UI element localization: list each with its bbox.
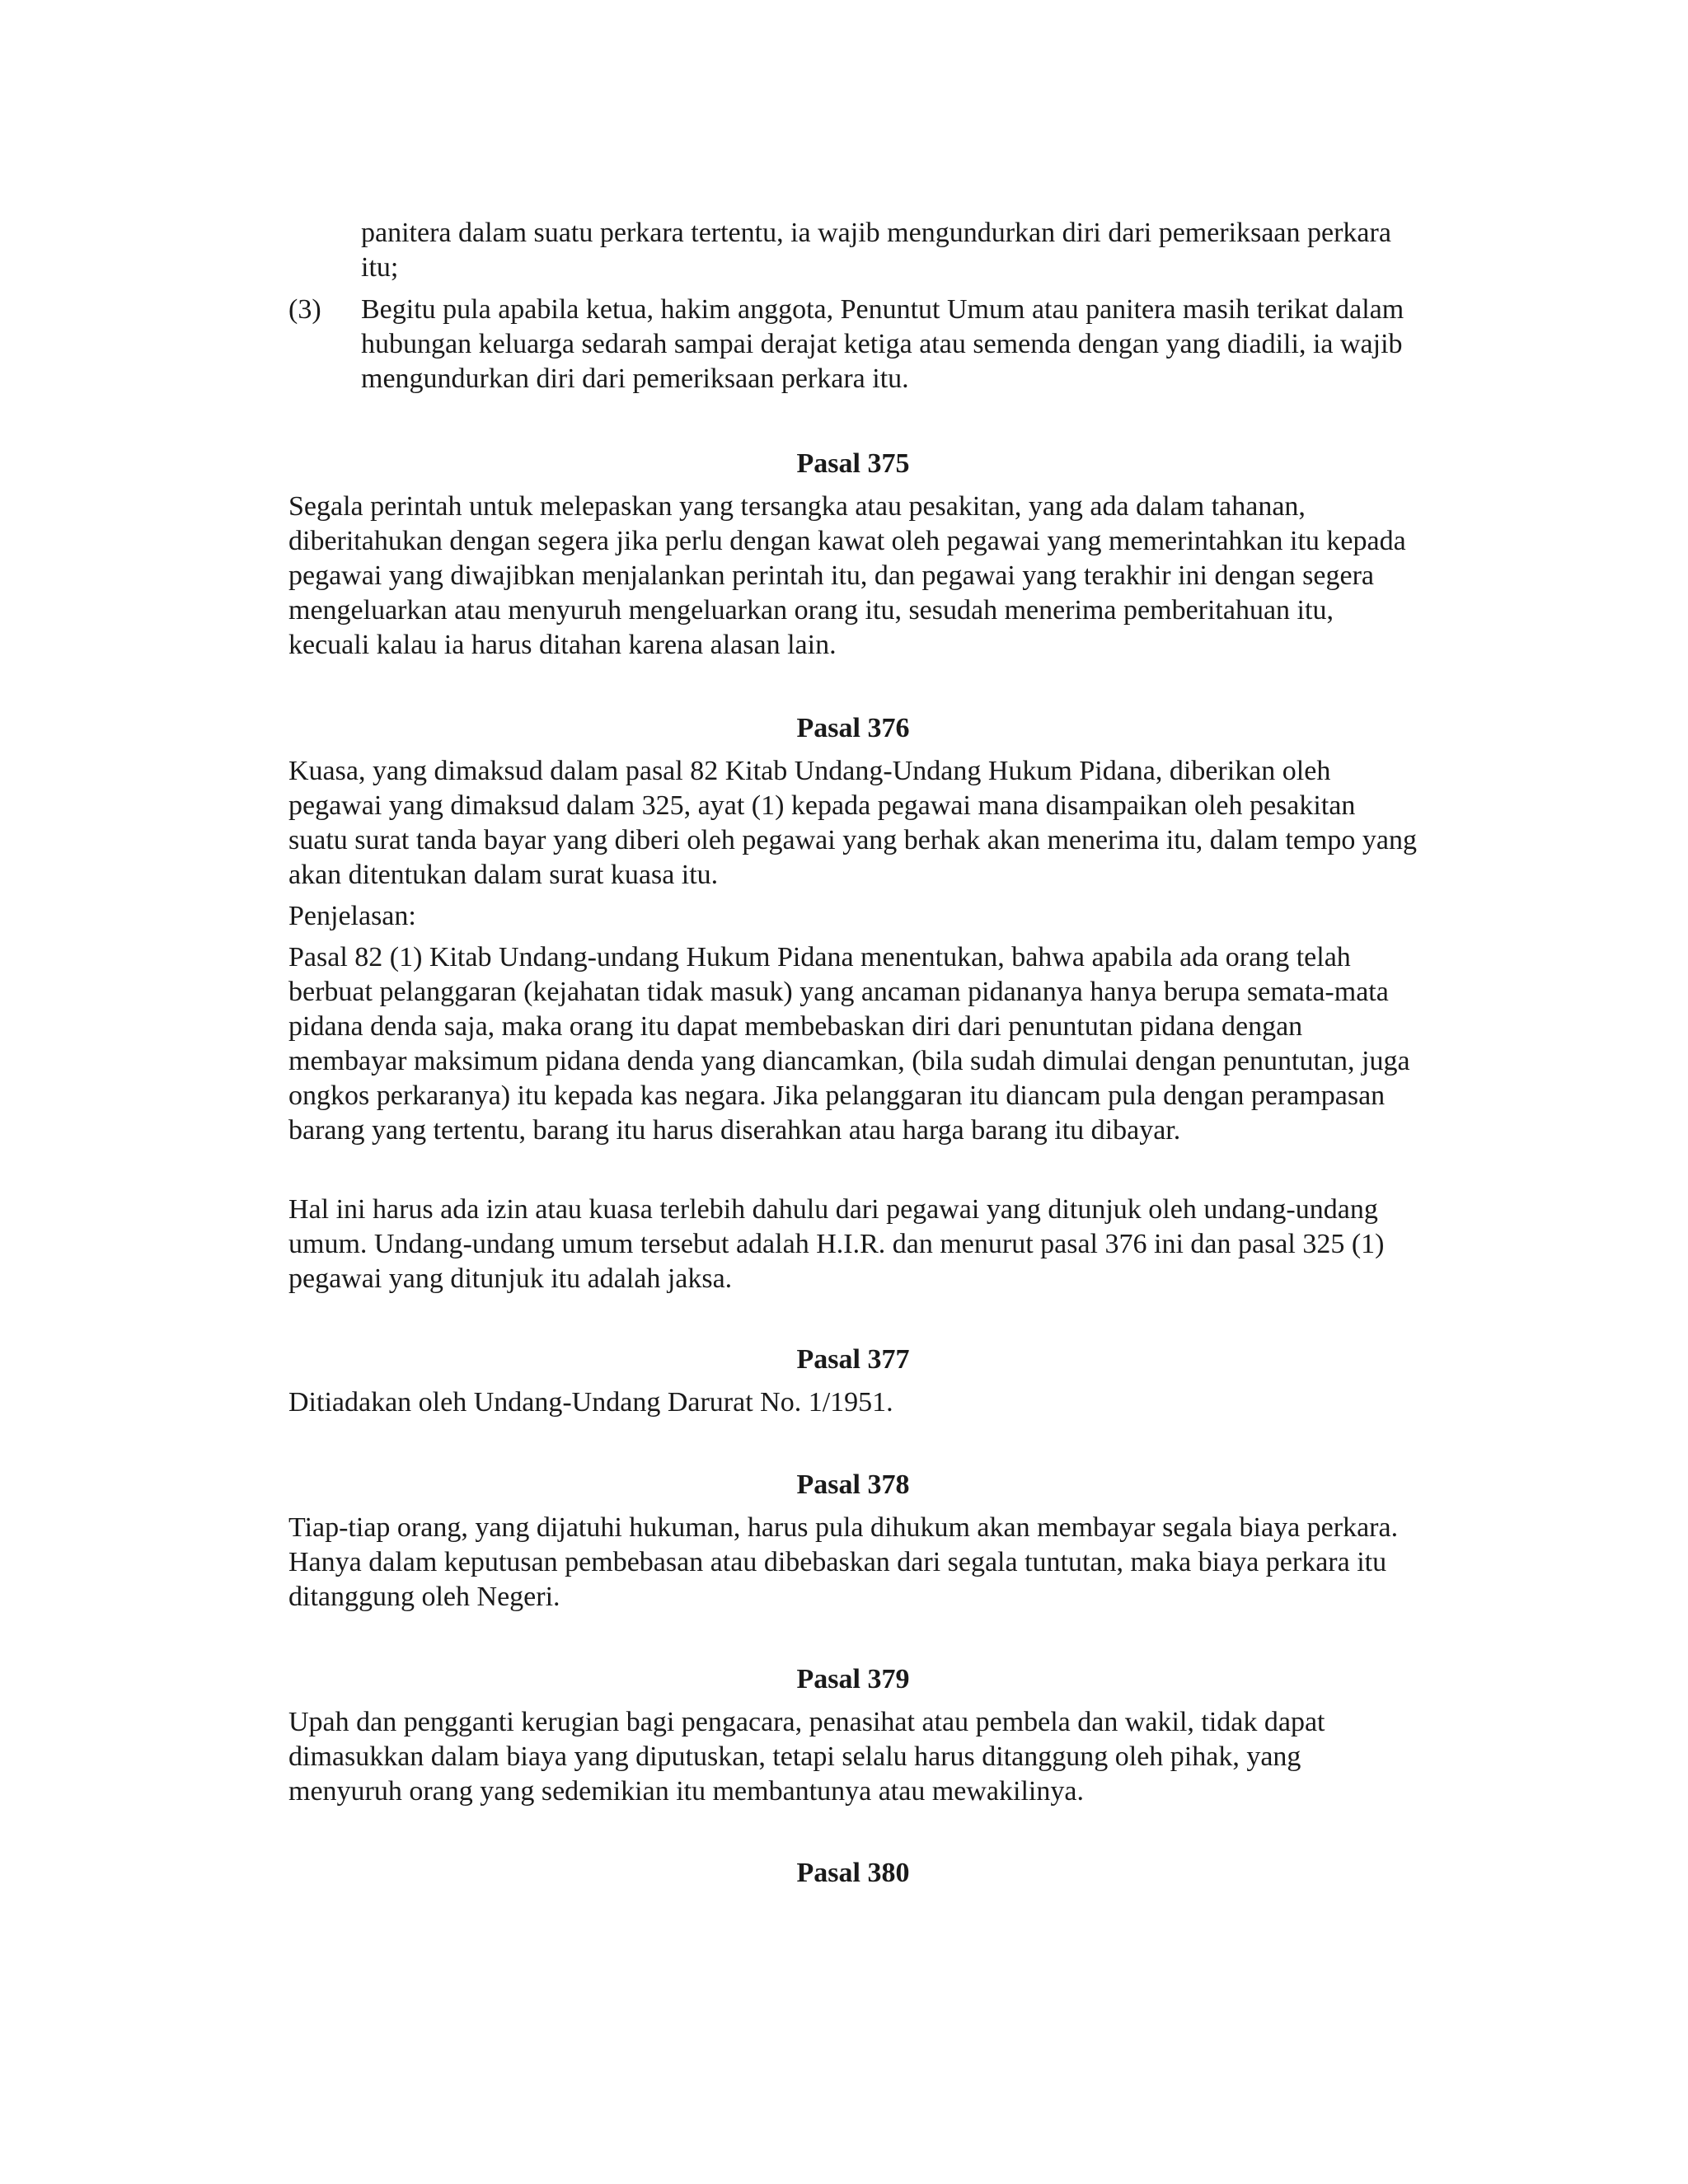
pasal-378-text: Tiap-tiap orang, yang dijatuhi hukuman, harus pula dihukum akan membayar segala biaya perkara. Hanya dalam keputusan pembebasan atau dibebaskan dari segala tuntutan, maka biaya perkara itu ditanggung oleh Negeri. xyxy=(288,1512,1399,1612)
pasal-376-heading: Pasal 376 xyxy=(796,713,910,743)
pasal-379-heading: Pasal 379 xyxy=(796,1664,910,1694)
item-number-3: (3) xyxy=(288,294,321,325)
continued-paragraph: panitera dalam suatu perkara tertentu, ia wajib mengundurkan diri dari pemeriksaan perkara itu; xyxy=(361,218,1391,283)
pasal-376-text: Kuasa, yang dimaksud dalam pasal 82 Kitab Undang-Undang Hukum Pidana, diberikan oleh pegawai yang dimaksud dalam 325, ayat (1) kepada pegawai mana disampaikan oleh pesakitan suatu surat tanda bayar yang diberi oleh pegawai yang berhak akan menerima itu, dalam tempo yang akan ditentukan dalam surat kuasa itu. xyxy=(288,756,1417,890)
explanation-label: Penjelasan: xyxy=(288,901,416,931)
pasal-375-heading: Pasal 375 xyxy=(796,448,910,479)
pasal-378-heading: Pasal 378 xyxy=(796,1469,910,1500)
explanation-paragraph-2: Hal ini harus ada izin atau kuasa terlebih dahulu dari pegawai yang ditunjuk oleh undang-undang umum. Undang-undang umum tersebut adalah H.I.R. dan menurut pasal 376 ini dan pasal 325 (1) pegawai yang ditunjuk itu adalah jaksa. xyxy=(288,1194,1385,1294)
pasal-377-text: Ditiadakan oleh Undang-Undang Darurat No. 1/1951. xyxy=(288,1387,893,1418)
pasal-377-heading: Pasal 377 xyxy=(796,1344,910,1375)
item-3-text: Begitu pula apabila ketua, hakim anggota, Penuntut Umum atau panitera masih terikat dalam hubungan keluarga sedarah sampai derajat ketiga atau semenda dengan yang diadili, ia wajib mengundurkan diri dari pemeriksaan perkara itu. xyxy=(361,294,1404,394)
pasal-380-heading: Pasal 380 xyxy=(796,1858,910,1888)
pasal-379-text: Upah dan pengganti kerugian bagi pengacara, penasihat atau pembela dan wakil, tidak dapat dimasukkan dalam biaya yang diputuskan, tetapi selalu harus ditanggung oleh pihak, yang menyuruh orang yang sedemikian itu membantunya atau mewakilinya. xyxy=(288,1707,1325,1807)
explanation-paragraph-1: Pasal 82 (1) Kitab Undang-undang Hukum Pidana menentukan, bahwa apabila ada orang telah berbuat pelanggaran (kejahatan tidak masuk) yang ancaman pidananya hanya berupa semata-mata pidana denda saja, maka orang itu dapat membebaskan diri dari penuntutan pidana dengan membayar maksimum pidana denda yang diancamkan, (bila sudah dimulai dengan penuntutan, juga ongkos perkaranya) itu kepada kas negara. Jika pelanggaran itu diancam pula dengan perampasan barang yang tertentu, barang itu harus diserahkan atau harga barang itu dibayar. xyxy=(288,942,1410,1146)
pasal-375-text: Segala perintah untuk melepaskan yang tersangka atau pesakitan, yang ada dalam tahanan, diberitahukan dengan segera jika perlu dengan kawat oleh pegawai yang memerintahkan itu kepada pegawai yang diwajibkan menjalankan perintah itu, dan pegawai yang terakhir ini dengan segera mengeluarkan atau menyuruh mengeluarkan orang itu, sesudah menerima pemberitahuan itu, kecuali kalau ia harus ditahan karena alasan lain. xyxy=(288,491,1406,660)
